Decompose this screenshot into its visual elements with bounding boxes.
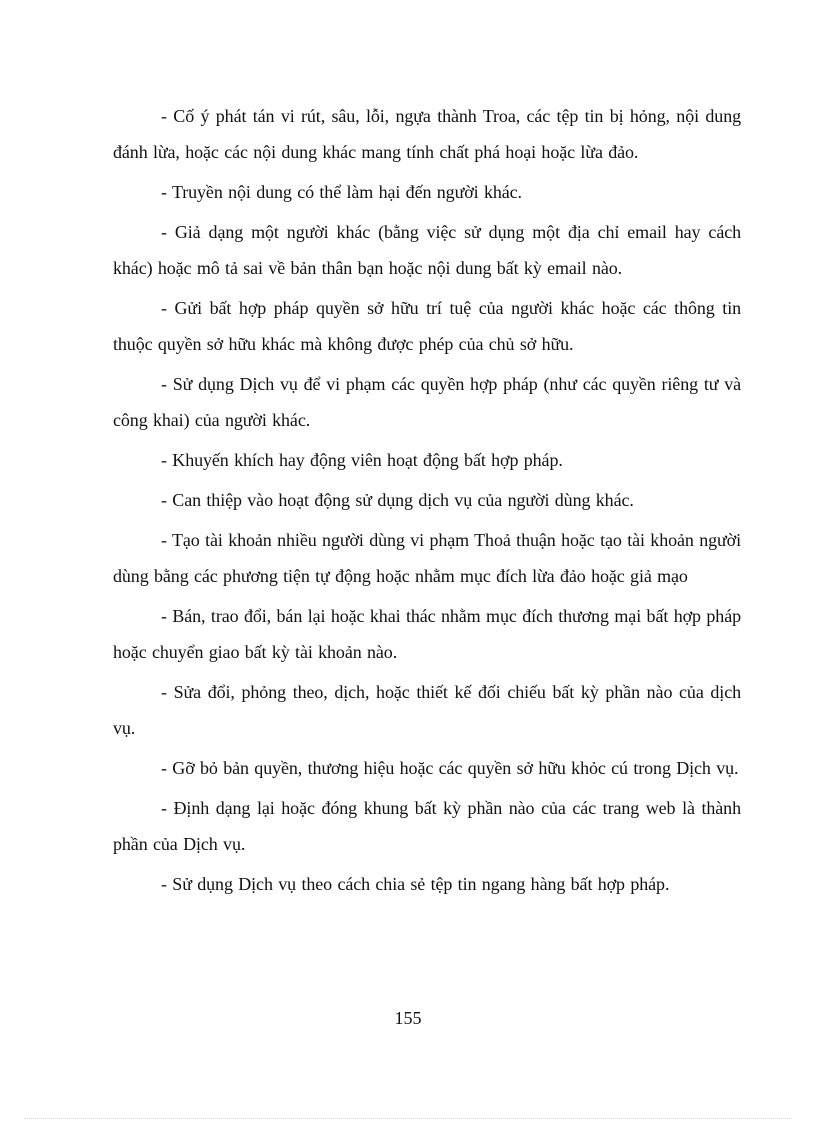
paragraph-11: - Gỡ bỏ bản quyền, thương hiệu hoặc các quyền sở hữu khỏc cú trong Dịch vụ.	[161, 758, 739, 778]
paragraph-2: - Truyền nội dung có thể làm hại đến người khác.	[161, 182, 522, 202]
paragraph-13: - Sử dụng Dịch vụ theo cách chia sẻ tệp tin ngang hàng bất hợp pháp.	[161, 874, 670, 894]
paragraph-6: - Khuyến khích hay động viên hoạt động bất hợp pháp.	[161, 450, 563, 470]
paragraph-3: - Giả dạng một người khác (bằng việc sử dụng một địa chỉ email hay cách khác) hoặc mô tả sai về bản thân bạn hoặc nội dung bất kỳ email nào.	[113, 222, 741, 278]
paragraph-7: - Can thiệp vào hoạt động sử dụng dịch vụ của người dùng khác.	[161, 490, 634, 510]
page-body	[113, 98, 741, 906]
paragraph-9: - Bán, trao đổi, bán lại hoặc khai thác nhằm mục đích thương mại bất hợp pháp hoặc chuyển giao bất kỳ tài khoản nào.	[113, 606, 741, 662]
paragraph-5: - Sử dụng Dịch vụ để vi phạm các quyền hợp pháp (như các quyền riêng tư và công khai) của người khác.	[113, 374, 741, 430]
page-number: 155	[394, 1008, 422, 1028]
paragraph-1: - Cố ý phát tán vi rút, sâu, lỗi, ngựa thành Troa, các tệp tin bị hỏng, nội dung đánh lừa, hoặc các nội dung khác mang tính chất phá hoại hoặc lừa đảo.	[113, 106, 741, 162]
bottom-divider	[24, 1118, 792, 1119]
paragraph-10: - Sửa đổi, phỏng theo, dịch, hoặc thiết kế đối chiếu bất kỳ phần nào của dịch vụ.	[113, 682, 741, 738]
paragraph-4: - Gửi bất hợp pháp quyền sở hữu trí tuệ của người khác hoặc các thông tin thuộc quyền sở hữu khác mà không được phép của chủ sở hữu.	[113, 298, 741, 354]
paragraph-12: - Định dạng lại hoặc đóng khung bất kỳ phần nào của các trang web là thành phần của Dịch vụ.	[113, 798, 741, 854]
paragraph-8: - Tạo tài khoản nhiều người dùng vi phạm Thoả thuận hoặc tạo tài khoản người dùng bằng các phương tiện tự động hoặc nhằm mục đích lừa đảo hoặc giả mạo	[113, 530, 741, 586]
